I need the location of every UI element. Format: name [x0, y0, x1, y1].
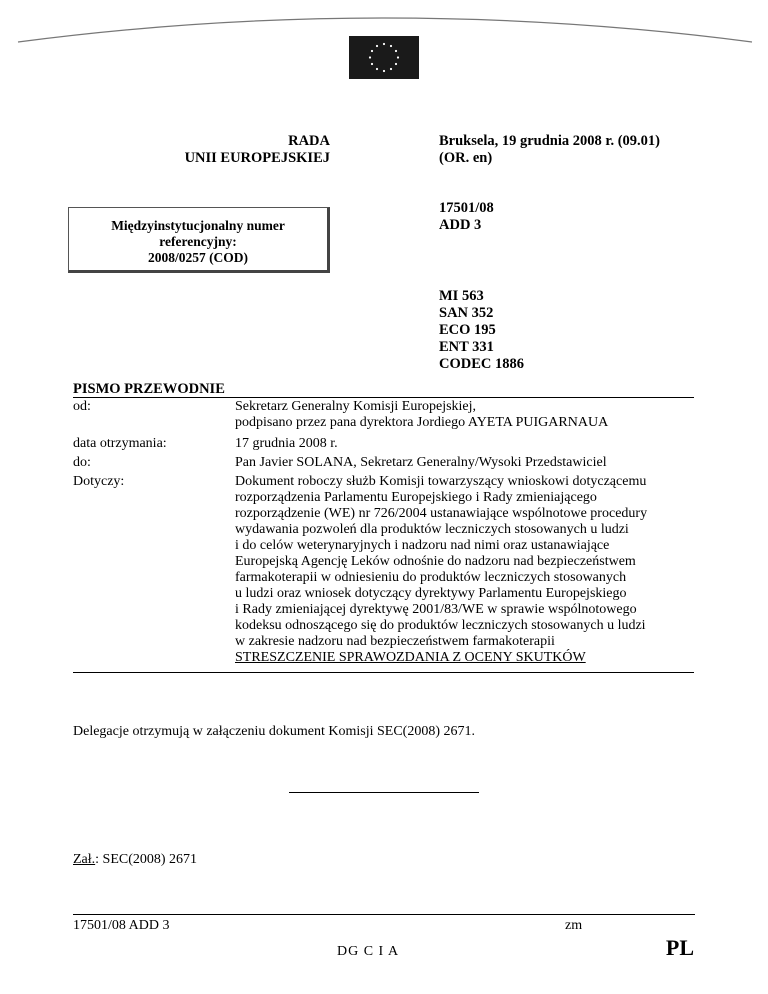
- received-label: data otrzymania:: [73, 436, 167, 451]
- to-value: Pan Javier SOLANA, Sekretarz Generalny/Wysoki Przedstawiciel: [235, 455, 607, 470]
- separator-line: [289, 792, 479, 793]
- from-value-line-1: Sekretarz Generalny Komisji Europejskiej,: [235, 399, 477, 414]
- enclosure-value: : SEC(2008) 2671: [95, 852, 198, 867]
- original-language: (OR. en): [439, 150, 493, 166]
- to-label: do:: [73, 455, 91, 470]
- place-date: Bruksela, 19 grudnia 2008 r. (09.01): [439, 133, 661, 149]
- cover-note-top-rule: [73, 397, 694, 398]
- code-item: ECO 195: [439, 322, 496, 338]
- enclosure: [73, 851, 197, 868]
- footer-rule: [73, 914, 695, 915]
- ref-line-3: 2008/0257 (COD): [147, 250, 249, 265]
- document-number-block: [439, 200, 639, 234]
- place-date-block: [439, 133, 739, 167]
- code-item: ENT 331: [439, 339, 494, 355]
- subject-line: rozporządzenia Parlamentu Europejskiego i Rady zmieniającego: [235, 490, 597, 505]
- from-label: od:: [73, 399, 91, 414]
- from-value-line-2: podpisano przez pana dyrektora Jordiego AYETA PUIGARNAUA: [235, 415, 609, 430]
- code-item: MI 563: [439, 288, 484, 304]
- subject-label: Dotyczy:: [73, 474, 125, 489]
- footer-doc-ref: 17501/08 ADD 3: [73, 918, 170, 933]
- council-line-2: UNII EUROPEJSKIEJ: [184, 150, 330, 166]
- subject-heading: STRESZCZENIE SPRAWOZDANIA Z OCENY SKUTKÓW: [235, 650, 586, 665]
- subject-line: u ludzi oraz wniosek dotyczący dyrektywy Parlamentu Europejskiego: [235, 586, 627, 601]
- subject-line: kodeksu odnoszącego się do produktów leczniczych stosowanych u ludzi: [235, 618, 646, 633]
- from-value: [235, 399, 700, 431]
- document-number: 17501/08: [439, 200, 494, 216]
- classification-codes: [439, 288, 639, 373]
- received-value: 17 grudnia 2008 r.: [235, 436, 338, 451]
- cover-note-bottom-rule: [73, 672, 694, 673]
- ref-line-1: Międzyinstytucjonalny numer: [111, 218, 285, 233]
- subject-value: [235, 474, 700, 666]
- council-line-1: RADA: [288, 133, 330, 149]
- subject-line: farmakoterapii w odniesieniu do produktów leczniczych stosowanych: [235, 570, 627, 585]
- subject-line: w zakresie nadzoru nad bezpieczeństwem farmakoterapii: [235, 634, 555, 649]
- document-addendum: ADD 3: [439, 217, 482, 233]
- interinstitutional-reference-box: [68, 207, 330, 273]
- eu-stars-icon: [349, 36, 419, 79]
- footer-initials: zm: [565, 918, 583, 933]
- body-paragraph: Delegacje otrzymują w załączeniu dokument Komisji SEC(2008) 2671.: [73, 724, 476, 739]
- subject-line: Europejską Agencję Leków odnośnie do nadzoru nad bezpieczeństwem: [235, 554, 636, 569]
- subject-line: i Rady zmieniającej dyrektywę 2001/83/WE w sprawie wspólnotowego: [235, 602, 637, 617]
- footer-dg: DG C I A: [337, 944, 400, 959]
- cover-note-title: PISMO PRZEWODNIE: [73, 381, 225, 397]
- enclosure-label: Zał.: [73, 852, 96, 867]
- subject-line: rozporządzenie (WE) nr 726/2004 ustanawiające wspólnotowe procedury: [235, 506, 648, 521]
- subject-line: Dokument roboczy służb Komisji towarzyszący wnioskowi dotyczącemu: [235, 474, 647, 489]
- eu-flag-icon: [349, 36, 419, 79]
- code-item: SAN 352: [439, 305, 494, 321]
- subject-line: wydawania pozwoleń dla produktów leczniczych stosowanych u ludzi: [235, 522, 629, 537]
- subject-line: i do celów weterynaryjnych i nadzoru nad nimi oraz ustanawiające: [235, 538, 610, 553]
- code-item: CODEC 1886: [439, 356, 524, 372]
- ref-line-2: referencyjny:: [159, 234, 237, 249]
- footer-language: PL: [665, 935, 694, 960]
- council-name: [150, 133, 330, 167]
